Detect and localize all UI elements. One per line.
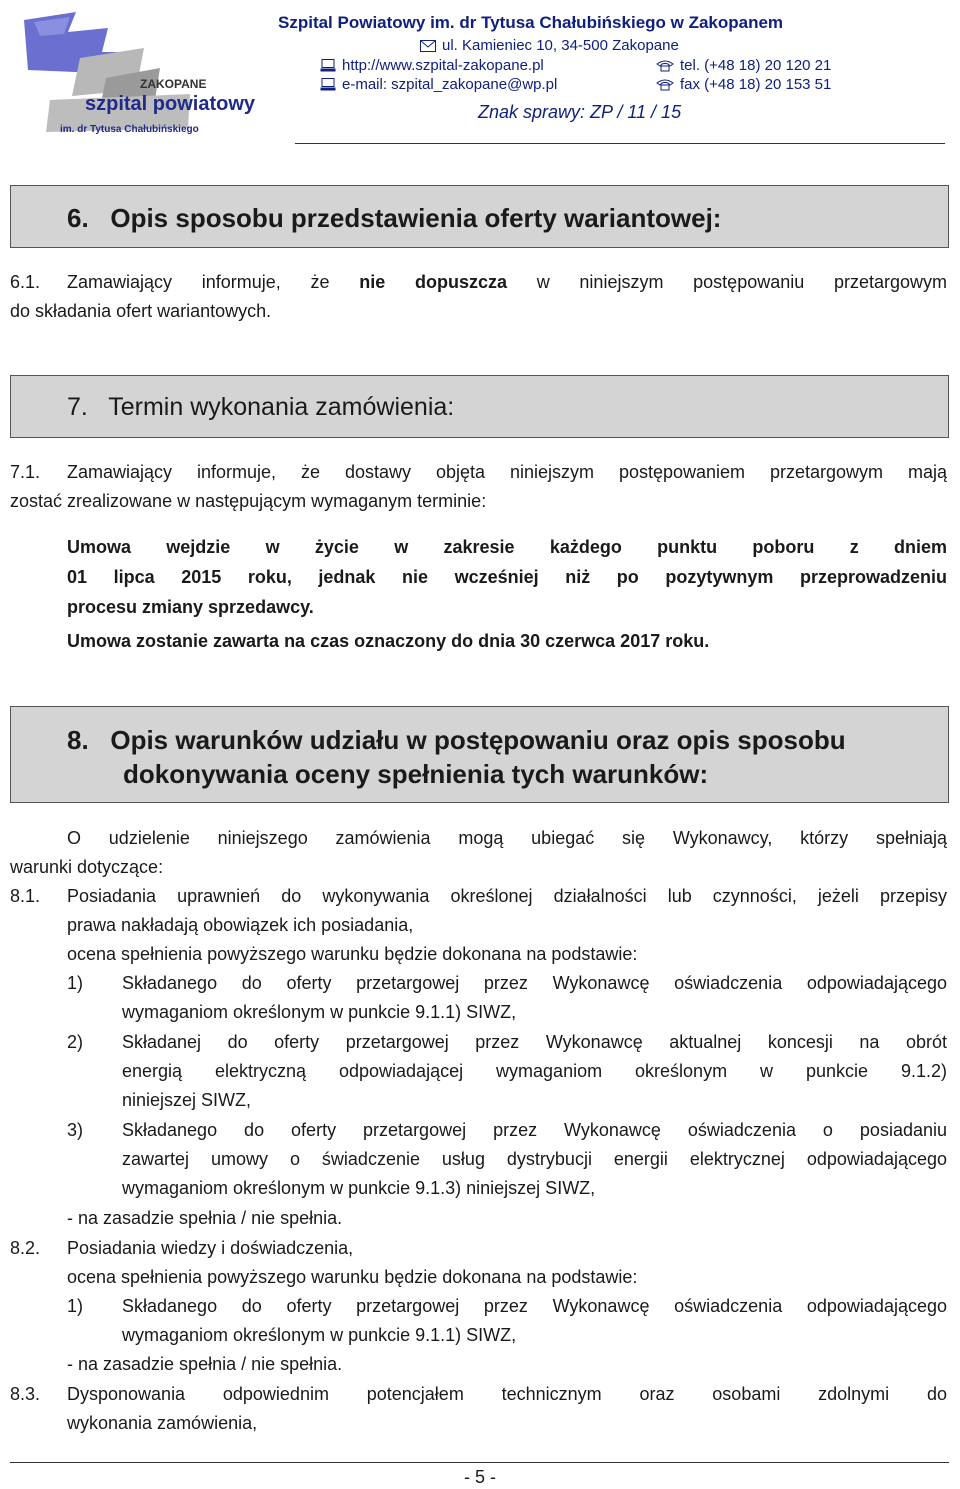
item-8-2-1-line2: wymaganiom określonym w punkcie 9.1.1) SIWZ, [122,1325,517,1345]
item-8-2-line1: Posiadania wiedzy i doświadczenia, [67,1238,354,1258]
header-divider [295,143,945,144]
term-start-line2: 01 lipca 2015 roku, jednak nie wcześniej niż po pozytywnym przeprowadzeniu [67,567,947,587]
item-8-1-2-line3: niniejszej SIWZ, [122,1090,252,1110]
term-end-line: Umowa zostanie zawarta na czas oznaczony do dnia 30 czerwca 2017 roku. [67,631,710,651]
item-8-1-2-line2: energią elektryczną odpowiadającej wymaganiom określonym w punkcie 9.1.2) [122,1061,947,1081]
address-text: ul. Kamieniec 10, 34-500 Zakopane [442,37,679,54]
item-8-1-3-line1: Składanego do oferty przetargowej przez Wykonawcę oświadczenia o posiadaniu [122,1120,947,1140]
section-8-intro-line2: warunki dotyczące: [10,857,164,877]
item-8-1-number: 8.1. [10,886,41,906]
section-6-title: 6. Opis sposobu przedstawienia oferty wariantowej: [67,203,722,233]
telephone-icon [656,78,674,95]
item-8-1-3-line2: zawartej umowy o świadczenie usług dystrybucji energii elektrycznej odpowiadającego [122,1149,947,1169]
hospital-logo [10,8,220,140]
item-8-1-line3: ocena spełnienia powyższego warunku będzie dokonana na podstawie: [67,944,638,964]
logo-text-top: ZAKOPANE [140,77,207,91]
address-line [420,37,679,56]
section-6-header [10,185,949,248]
term-start-line1: Umowa wejdzie w życie w zakresie każdego punktu poboru z dniem [67,537,947,557]
computer-icon [320,59,336,76]
text-run: w niniejszym postępowaniu przetargowym [506,272,947,292]
fax-line [656,76,831,95]
section-7-header [10,375,949,438]
email-link[interactable]: e-mail: szpital_zakopane@wp.pl [342,76,558,93]
fax-text: fax (+48 18) 20 153 51 [680,76,832,93]
item-8-1-3-number: 3) [67,1120,84,1140]
item-8-1-1-number: 1) [67,973,84,993]
item-8-1-2-line1: Składanej do oferty przetargowej przez Wykonawcę aktualnej koncesji na obrót [122,1032,947,1052]
section-8-intro-line1: O udzielenie niniejszego zamówienia mogą ubiegać się Wykonawcy, którzy spełniają [67,828,947,848]
telephone-icon [656,59,674,76]
item-8-2-1-line1: Składanego do oferty przetargowej przez Wykonawcę oświadczenia odpowiadającego [122,1296,947,1316]
section-7-title: 7. Termin wykonania zamówienia: [67,393,455,421]
item-8-2-1-number: 1) [67,1296,84,1316]
text-run: Zamawiający informuje, że [67,272,360,292]
item-8-1-2-number: 2) [67,1032,84,1052]
website-line [320,57,544,76]
section-8-title-line2: dokonywania oceny spełnienia tych warunków: [123,759,709,789]
item-8-2-number: 8.2. [10,1238,41,1258]
item-8-1-1-line2: wymaganiom określonym w punkcie 9.1.1) SIWZ, [122,1002,517,1022]
item-8-1-3-line3: wymaganiom określonym w punkcie 9.1.3) niniejszej SIWZ, [122,1178,596,1198]
section-8-title-line1: 8. Opis warunków udziału w postępowaniu oraz opis sposobu [67,725,846,755]
item-8-3-number: 8.3. [10,1384,41,1404]
section-6-1-line2: do składania ofert wariantowych. [10,301,272,321]
footer-divider [10,1462,949,1463]
section-6-1-number: 6.1. [10,272,41,292]
item-8-2-note: - na zasadzie spełnia / nie spełnia. [67,1354,343,1374]
computer-icon [320,78,336,95]
section-7-1-line1: Zamawiający informuje, że dostawy objęta niniejszym postępowaniem przetargowym mają [67,462,947,482]
email-line [320,76,557,95]
website-link[interactable]: http://www.szpital-zakopane.pl [342,57,544,74]
logo-text-sub: im. dr Tytusa Chałubińskiego [60,124,199,135]
section-7-1-number: 7.1. [10,462,41,482]
page-number: - 5 - [463,1467,496,1487]
hospital-name: Szpital Powiatowy im. dr Tytusa Chałubińskiego w Zakopanem [278,13,784,32]
envelope-icon [420,39,436,56]
section-7-1-line2: zostać zrealizowane w następującym wymaganym terminie: [10,491,487,511]
item-8-2-line2: ocena spełnienia powyższego warunku będzie dokonana na podstawie: [67,1267,638,1287]
logo-text-main: szpital powiatowy [85,93,256,115]
case-reference: Znak sprawy: ZP / 11 / 15 [478,102,682,122]
item-8-3-line2: wykonania zamówienia, [67,1413,258,1433]
section-8-header [10,706,949,803]
item-8-3-line1: Dysponowania odpowiednim potencjałem technicznym oraz osobami zdolnymi do [67,1384,947,1404]
item-8-1-line2: prawa nakładają obowiązek ich posiadania, [67,915,414,935]
term-start-line3: procesu zmiany sprzedawcy. [67,597,314,617]
emphasis-no-variants: nie dopuszcza [359,272,507,292]
item-8-1-line1: Posiadania uprawnień do wykonywania określonej działalności lub czynności, jeżeli przepisy [67,886,947,906]
section-6-1-line1 [67,268,947,297]
phone-line [656,57,831,76]
item-8-1-1-line1: Składanego do oferty przetargowej przez Wykonawcę oświadczenia odpowiadającego [122,973,947,993]
phone-text: tel. (+48 18) 20 120 21 [680,57,832,74]
item-8-1-note: - na zasadzie spełnia / nie spełnia. [67,1208,343,1228]
